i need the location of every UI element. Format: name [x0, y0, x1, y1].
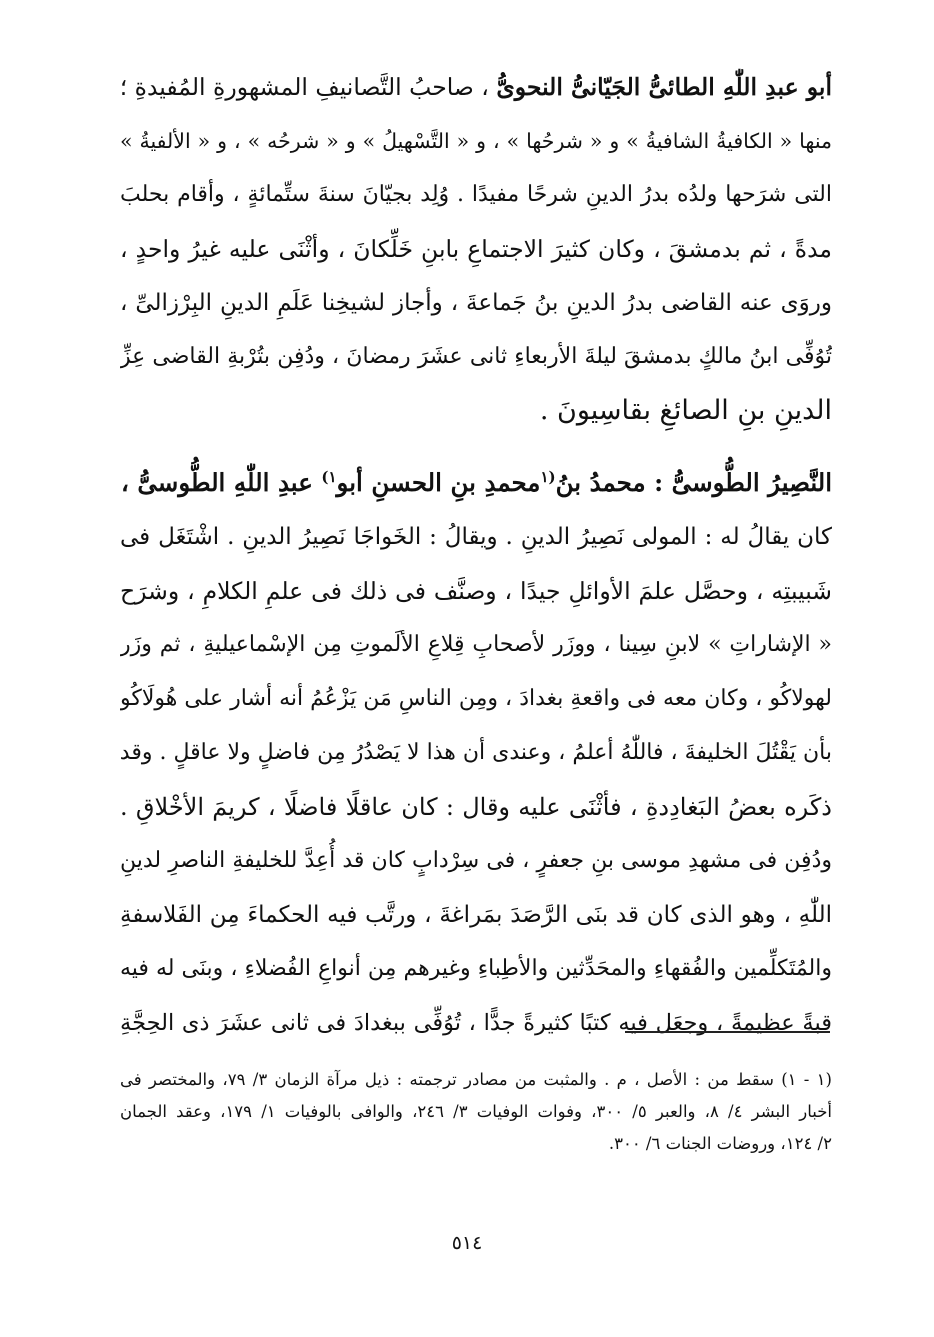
text-line: شَبيبتِه ، وحصَّل علمَ الأوائلِ جيدًا ، وصنَّف فى ذلك فى علمِ الكلامِ ، وشرَح — [120, 577, 832, 605]
text-line: كان يقالُ له : المولى نَصِيرُ الدينِ . ويقالُ : الخَواجَا نَصِيرُ الدينِ . اشْتَغَل فى — [120, 524, 832, 550]
text-line: ذكَره بعضُ البَغادِدةِ ، فأثْنَى عليه وقال : كان عاقلًا فاضلًا ، كريمَ الأخْلاقِ . — [120, 793, 832, 821]
main-text — [120, 60, 832, 1050]
entry-name: محمدِ بنِ الحسنِ أبو — [336, 468, 541, 497]
footnote-line: (١ - ١) سقط من : الأصل ، م . والمثبت من مصادر ترجمته : ذيل مرآة الزمان ٣/ ٧٩، والمختصر فى — [120, 1070, 832, 1089]
entry-name: النَّصِيرُ الطُّوسىُّ : محمدُ بنُ — [555, 468, 832, 497]
text-line — [120, 60, 832, 114]
text-line: ودُفِن فى مشهدِ موسى بنِ جعفرٍ ، فى سِرْدابٍ كان قد أُعِدَّ للخليفةِ الناصرِ لدينِ — [120, 848, 832, 873]
footnote-separator — [625, 1031, 830, 1033]
text-line: وروَى عنه القاضى بدرُ الدينِ بنُ جَماعةَ ، وأجاز لشيخِنا عَلَمِ الدينِ البِرْزالىِّ ، — [120, 290, 832, 316]
text-line: اللّٰهِ ، وهو الذى كان قد بنَى الرَّصَدَ بمَراغةَ ، ورتَّب فيه الحكماءَ مِن الفَلاسفةِ — [120, 902, 832, 928]
text-span: ، صاحبُ التَّصانيفِ المشهورةِ المُفيدةِ ؛ — [120, 73, 489, 101]
footnote-line: أخبار البشر ٤/ ٨، والعبر ٥/ ٣٠٠، وفوات الوفيات ٣/ ٢٤٦، والوافى بالوفيات ١/ ١٧٩، وعقد الجمان — [120, 1102, 832, 1121]
text-line: بأن يَقْتُلَ الخليفةَ ، فاللّٰهُ أعلمُ ، وعندى أن هذا لا يَصْدُرُ مِن فاضلٍ ولا عاقلٍ . وقد — [120, 740, 832, 765]
text-line: قبةً عظيمةً ، وجعَل فيه كتبًا كثيرةً جدًّا ، تُوُفِّى ببغدادَ فى ثانى عشَرَ ذى الحِجَّةِ — [120, 1010, 832, 1036]
entry-heading — [120, 456, 832, 510]
footnote-marker[interactable]: (١ — [540, 467, 556, 486]
footnote-marker[interactable]: ١) — [321, 467, 337, 486]
text-line: التى شرَحها ولدُه بدرُ الدينِ شرحًا مفيدًا . وُلِد بجيّانَ سنةَ ستِّمائةٍ ، وأقام بحلبَ — [120, 182, 832, 207]
text-line: منها « الكافيةُ الشافيةُ » و « شرحُها » ، و « التَّسْهيلُ » و « شرحُه » ، و « الألفيةُ » — [120, 129, 832, 153]
entry-name: أبو عبدِ اللّٰهِ الطائىُّ الجَيّانىُّ النحوىُّ — [496, 73, 832, 101]
footnotes — [120, 1064, 832, 1160]
text-line: تُوُفِّى ابنُ مالكٍ بدمشقَ ليلةَ الأربعاءِ ثانى عشَرَ رمضانَ ، ودُفِن بتُرْبةِ القاضى عِزِّ — [120, 344, 832, 369]
paragraph-gap — [120, 438, 832, 456]
text-line: مدةً ، ثم بدمشقَ ، وكان كثيرَ الاجتماعِ بابنِ خَلِّكانَ ، وأثْنَى عليه غيرُ واحدٍ ، — [120, 235, 832, 263]
page-number: ٥١٤ — [451, 1232, 483, 1254]
text-line: والمُتَكلِّمين والفُقهاءِ والمحَدِّثين والأطِباءِ وغيرهم مِن أنواعِ الفُضلاءِ ، وبنَى له فيه — [120, 956, 832, 981]
footnote-line: ٢/ ١٢٤، وروضات الجنات ٦/ ٣٠٠. — [608, 1134, 832, 1153]
entry-name: عبدِ اللّٰهِ الطُّوسىُّ ، — [120, 468, 313, 497]
text-line: الدينِ بنِ الصائغِ بقاسِيونَ . — [539, 395, 832, 426]
text-line: « الإشاراتِ » لابنِ سِينا ، ووزَر لأصحابِ قِلاعِ الألَموتِ مِن الإسْماعيليةِ ، ثم وزَر — [120, 632, 832, 657]
text-line: لهولاكُو ، وكان معه فى واقعةِ بغدادَ ، ومِن الناسِ مَن يَزْعُمُ أنه أشار على هُولَاكُو — [120, 686, 832, 711]
